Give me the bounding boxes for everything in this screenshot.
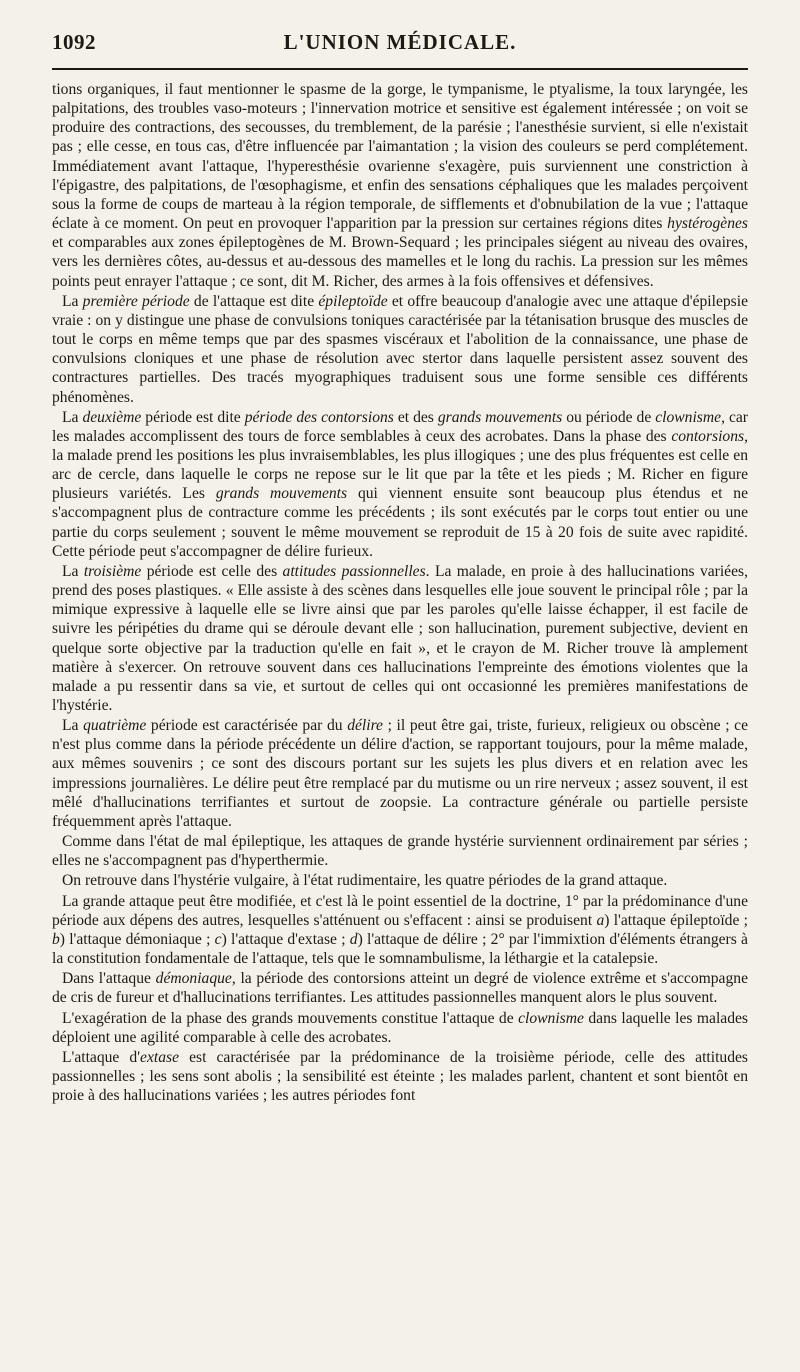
paragraph: Dans l'attaque démoniaque, la période des contorsions atteint un degré de violence extrême et s'accompagne de cris de fureur et d'hallucinations terrifiantes. Les attitudes passionnelles manquent alors le plus souvent.	[52, 970, 748, 1007]
paragraph: La première période de l'attaque est dite épileptoïde et offre beaucoup d'analogie avec une attaque d'épilepsie vraie : on y distingue une phase de convulsions toniques caractérisée par la tétanisation brusque des muscles de tout le corps en même temps que par des spasmes viscéraux et l'abolition de la connaissance, une phase de convulsions cloniques et une phase de résolution avec stertor dans laquelle persistent assez souvent des contractures partielles. Des tracés myographiques traduisent sous une forme sensible ces différents phénomènes.	[52, 292, 748, 406]
journal-title: L'UNION MÉDICALE.	[283, 30, 517, 54]
paragraph: La troisième période est celle des attitudes passionnelles. La malade, en proie à des hallucinations variées, prend des poses plastiques. « Elle assiste à des scènes dans lesquelles elle joue souvent le principal rôle ; par la mimique expressive à laquelle elle se livre ainsi que par les paroles qu'elle laisse échapper, il est facile de suivre les péripéties du drame qui se déroule devant elle ; son hallucination, purement subjective, devient en quelque sorte objective par la traduction qu'elle en fait », et le crayon de M. Richer trouve là amplement matière à s'exercer. On retrouve souvent dans ces hallucinations l'empreinte des émotions violentes que la malade a pu ressentir dans sa vie, et surtout de celles qui ont occasionné les premières manifestations de l'hystérie.	[52, 562, 748, 714]
paragraph: L'exagération de la phase des grands mouvements constitue l'attaque de clownisme dans laquelle les malades déploient une agilité comparable à celle des acrobates.	[52, 1009, 748, 1046]
header-rule	[52, 68, 748, 70]
paragraph: On retrouve dans l'hystérie vulgaire, à l'état rudimentaire, les quatre périodes de la grand attaque.	[62, 872, 668, 890]
paragraph: Comme dans l'état de mal épileptique, les attaques de grande hystérie surviennent ordinairement par séries ; elles ne s'accompagnent pas d'hyperthermie.	[52, 833, 748, 870]
article-body	[52, 80, 748, 1105]
paragraph: La grande attaque peut être modifiée, et c'est là le point essentiel de la doctrine, 1° par la prédominance d'une période aux dépens des autres, lesquelles s'atténuent ou s'effacent : ainsi se produisent a) l'attaque épileptoïde ; b) l'attaque démoniaque ; c) l'attaque d'extase ; d) l'attaque de délire ; 2° par l'immixtion d'éléments étrangers à la constitution fondamentale de l'attaque, tels que le somnambulisme, la léthargie et la catalepsie.	[52, 892, 748, 968]
paragraph: La quatrième période est caractérisée par du délire ; il peut être gai, triste, furieux, religieux ou obscène ; ce n'est plus comme dans la période précédente un délire d'action, se rapportant toujours, pour la même malade, aux mêmes souvenirs ; ce sont des discours portant sur les sujets les plus divers et en relation avec les impressions journalières. Le délire peut être remplacé par du mutisme ou un rire nerveux ; assez souvent, il est mêlé d'hallucinations terrifiantes et surtout de zoopsie. La contracture générale ou partielle persiste fréquemment après l'attaque.	[52, 717, 748, 830]
page-number: 1092	[52, 30, 96, 54]
page-header	[52, 30, 748, 60]
paragraph: L'attaque d'extase est caractérisée par la prédominance de la troisième période, celle des attitudes passionnelles ; les sens sont abolis ; la sensibilité est éteinte ; les malades parlent, chantent et sont bientôt en proie à des hallucinations variées ; les autres périodes font	[52, 1048, 748, 1105]
paragraph: tions organiques, il faut mentionner le spasme de la gorge, le tympanisme, le ptyalisme, la toux laryngée, les palpitations, des troubles vaso-moteurs ; l'innervation motrice et sensitive est également intéressée ; on voit se produire des contractions, des secousses, du tremblement, de la parésie ; l'anesthésie survient, si elle n'existait pas ; elle cesse, en tous cas, d'être influencée par l'aimantation ; la vision des couleurs se perd complétement. Immédiatement avant l'attaque, l'hyperesthésie ovarienne s'exagère, puis surviennent une constriction à l'épigastre, des palpitations, de l'œsophagisme, et enfin des sensations céphaliques que les malades perçoivent sous la forme de coups de marteau à la région temporale, de sifflements et d'obnubilation de la vue ; l'attaque éclate à ce moment. On peut en provoquer l'apparition par la pression sur certaines régions dites hystérogènes et comparables aux zones épileptogènes de M. Brown-Sequard ; les principales siégent au niveau des ovaires, vers les dernières côtes, au-dessus et au-dessous des mamelles et le long du rachis. La pression sur les mêmes points peut enrayer l'attaque ; ce sont, dit M. Richer, des armes à la fois offensives et défensives.	[52, 81, 748, 290]
paragraph: La deuxième période est dite période des contorsions et des grands mouvements ou période de clownisme, car les malades accomplissent des tours de force semblables à ceux des acrobates. Dans la phase des contorsions, la malade prend les positions les plus invraisemblables, les plus illogiques ; une des plus fréquentes est celle en arc de cercle, dans laquelle le corps ne repose sur le lit que par la tête et les pieds ; M. Richer en figure plusieurs variétés. Les grands mouvements qui viennent ensuite sont beaucoup plus étendus et ne s'accompagnent plus de contracture comme les précédents ; ils sont exécutés par le corps tout entier ou une partie du corps seulement ; souvent le même mouvement se reproduit de 15 à 20 fois de suite avec rapidité. Cette période peut s'accompagner de délire furieux.	[52, 408, 748, 560]
